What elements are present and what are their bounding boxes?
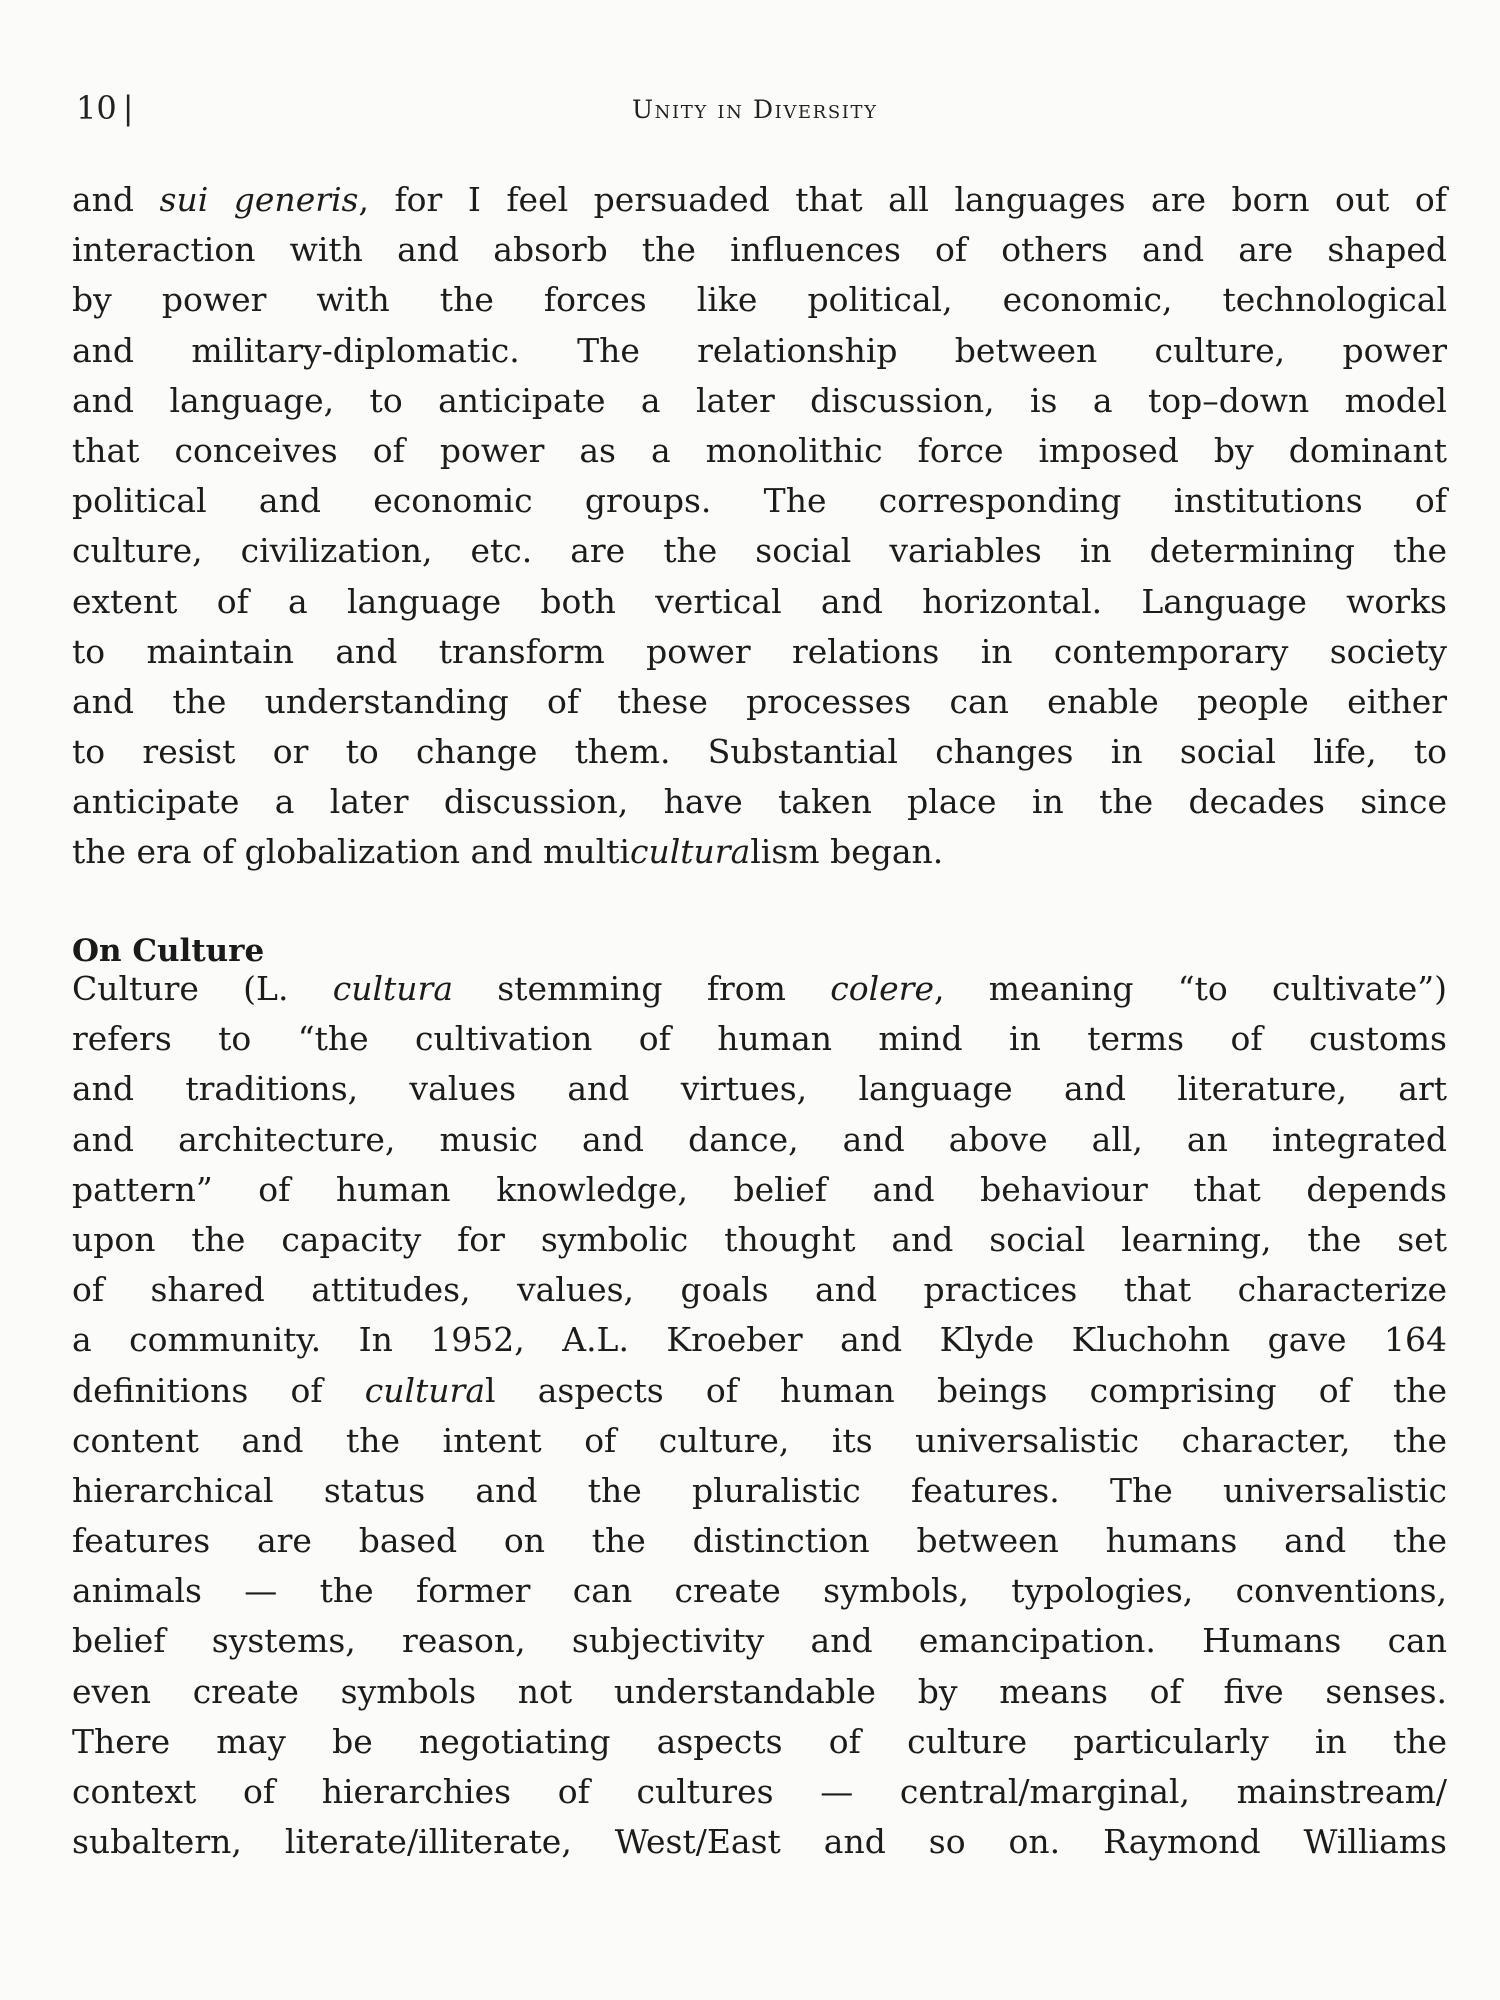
- text-line: culture, civilization, etc. are the social variables in determining the: [72, 531, 1447, 571]
- section-paragraph: [72, 964, 1447, 1867]
- text-line: a community. In 1952, A.L. Kroeber and Klyde Kluchohn gave 164: [72, 1320, 1447, 1360]
- text-line: and language, to anticipate a later discussion, is a top–down model: [72, 380, 1447, 420]
- text-line: belief systems, reason, subjectivity and emancipation. Humans can: [72, 1621, 1447, 1661]
- text-line: hierarchical status and the pluralistic features. The universalistic: [72, 1470, 1447, 1510]
- text-line: and the understanding of these processes can enable people either: [72, 681, 1447, 721]
- text-line: to maintain and transform power relations in contemporary society: [72, 631, 1447, 671]
- text-line: extent of a language both vertical and horizontal. Language works: [72, 581, 1447, 621]
- text-line: animals — the former can create symbols, typologies, conventions,: [72, 1571, 1447, 1611]
- text-line: that conceives of power as a monolithic force imposed by dominant: [72, 430, 1447, 470]
- text-line: interaction with and absorb the influences of others and are shaped: [72, 230, 1447, 270]
- page-number: [76, 88, 134, 128]
- text-line: anticipate a later discussion, have taken place in the decades since: [72, 782, 1447, 822]
- text-line: the era of globalization and multiculturalism began.: [72, 832, 944, 872]
- text-line: features are based on the distinction between humans and the: [72, 1521, 1447, 1561]
- text-line: refers to “the cultivation of human mind in terms of customs: [72, 1019, 1447, 1059]
- text-line: and military-diplomatic. The relationship between culture, power: [72, 330, 1447, 370]
- section-heading: On Culture: [72, 932, 265, 969]
- text-line: political and economic groups. The corresponding institutions of: [72, 481, 1447, 521]
- text-line: pattern” of human knowledge, belief and behaviour that depends: [72, 1169, 1447, 1209]
- paragraph-continuation: [72, 175, 1447, 878]
- text-line: subaltern, literate/illiterate, West/East and so on. Raymond Williams: [72, 1822, 1447, 1862]
- running-head-title: Unity in Diversity: [632, 95, 878, 124]
- text-line: Culture (L. cultura stemming from colere, meaning “to cultivate”): [72, 969, 1447, 1008]
- page-number-separator: |: [122, 89, 134, 127]
- text-line: to resist or to change them. Substantial changes in social life, to: [72, 732, 1447, 772]
- text-line: and sui generis, for I feel persuaded that all languages are born out of: [72, 180, 1447, 219]
- text-line: definitions of cultural aspects of human beings comprising of the: [72, 1370, 1448, 1410]
- text-line: of shared attitudes, values, goals and practices that characterize: [72, 1270, 1447, 1310]
- text-line: even create symbols not understandable by means of five senses.: [72, 1671, 1447, 1711]
- running-header: [72, 88, 1452, 138]
- text-line: There may be negotiating aspects of culture particularly in the: [72, 1721, 1447, 1761]
- text-line: content and the intent of culture, its universalistic character, the: [72, 1420, 1447, 1460]
- text-line: upon the capacity for symbolic thought and social learning, the set: [72, 1219, 1447, 1259]
- text-line: by power with the forces like political, economic, technological: [72, 280, 1447, 320]
- text-line: and traditions, values and virtues, language and literature, art: [72, 1069, 1447, 1109]
- page-number-value: 10: [76, 89, 117, 127]
- text-line: and architecture, music and dance, and above all, an integrated: [72, 1119, 1447, 1159]
- text-line: context of hierarchies of cultures — central/marginal, mainstream/: [72, 1772, 1447, 1811]
